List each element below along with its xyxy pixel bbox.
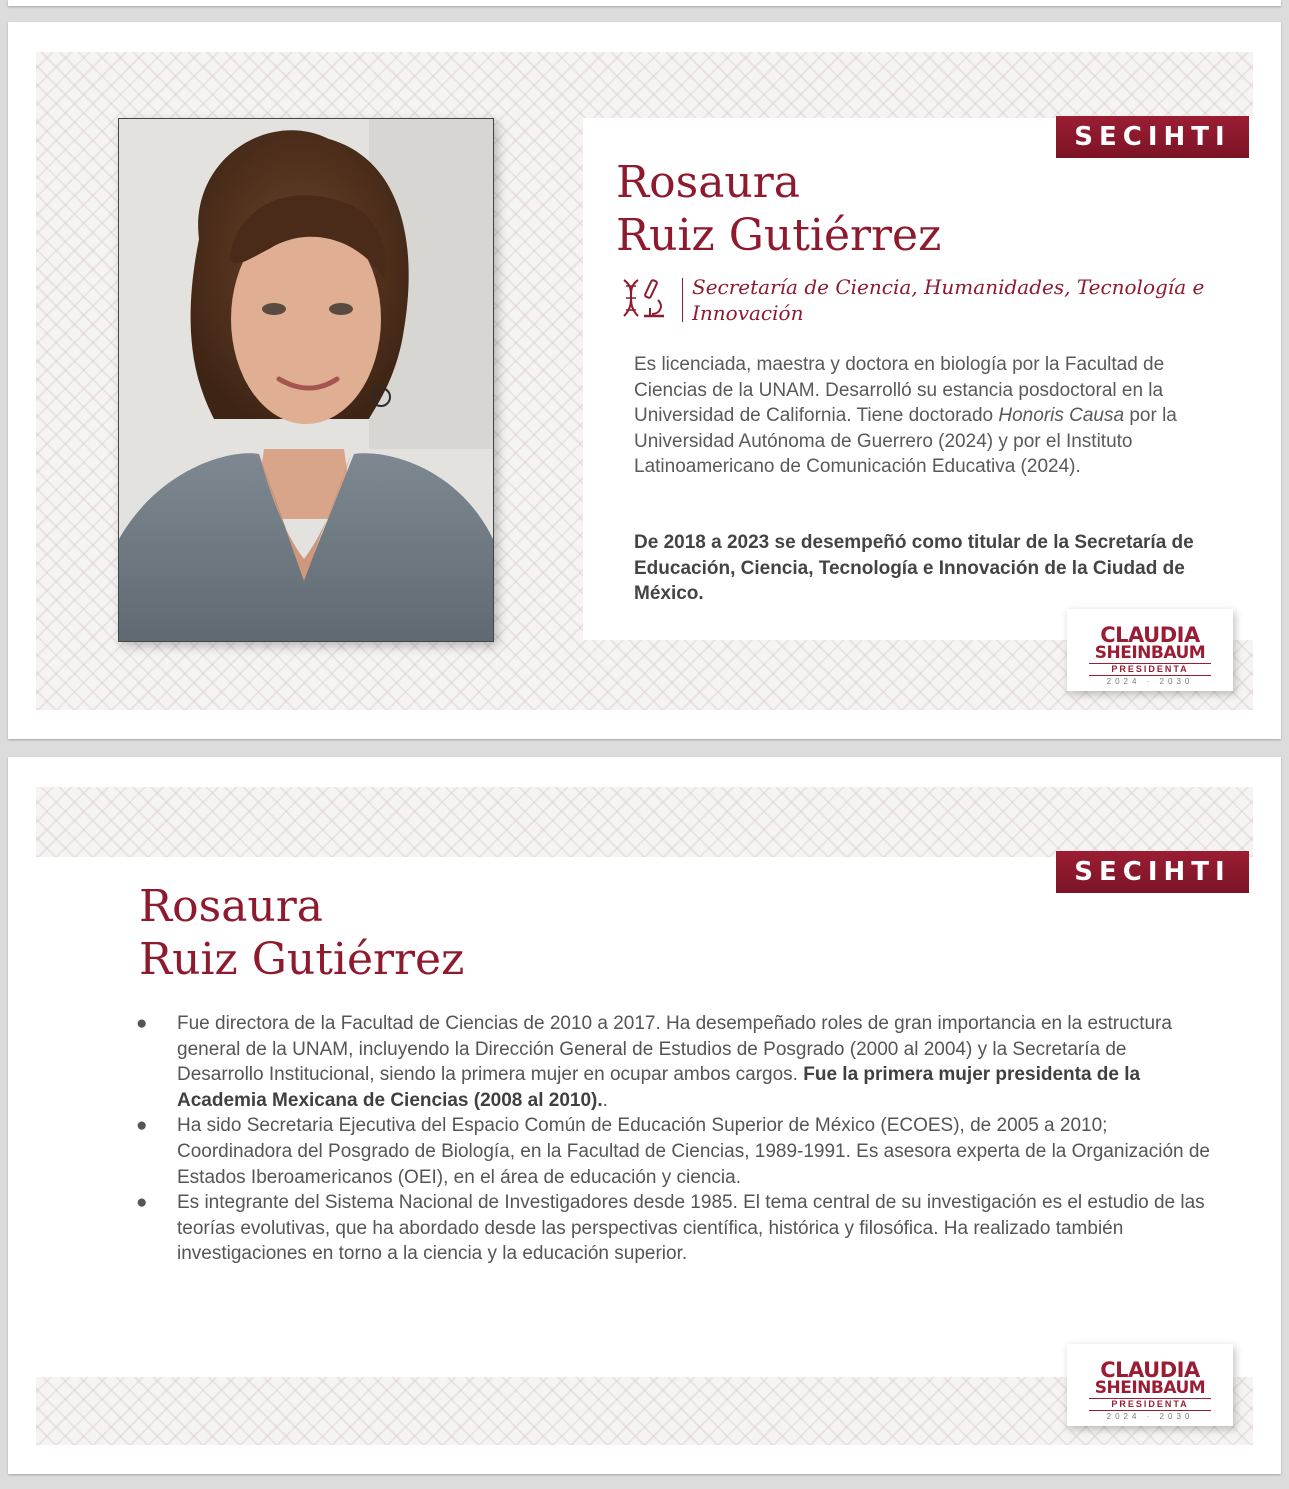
bio-text-2: por la Universidad Autónoma de Guerrero (2024) y por el Instituto Latinoamericano de Comunicación Educativa (2024).: [634, 405, 1177, 477]
dna-microscope-icon: [620, 276, 666, 322]
campaign-logo-line-1: CLAUDIA: [1100, 623, 1200, 647]
department-divider: [682, 278, 683, 322]
campaign-logo-line-4: 2024 · 2030: [1106, 677, 1194, 686]
portrait-illustration: [119, 119, 493, 641]
bullet-trailing: .: [602, 1089, 608, 1111]
bio-highlight: De 2018 a 2023 se desempeñó como titular de la Secretaría de Educación, Ciencia, Tecnología e Innovación de la Ciudad de México.: [634, 532, 1194, 604]
department-row: [620, 274, 1210, 324]
bullet-text: Fue directora de la Facultad de Ciencias de 2010 a 2017. Ha desempeñado roles de gran importancia en la estructura general de la UNAM, incluyendo la Dirección General de Estudios de Posgrado (2000 al 2004) y la Secretaría de Desarrollo Institucional, siendo la primera mujer en ocupar ambos cargos.: [177, 1013, 1172, 1086]
campaign-logo: [1067, 1344, 1233, 1426]
department-name: [692, 274, 1212, 326]
bullet-icon: ●: [136, 1192, 148, 1214]
bio-paragraph: [634, 352, 1214, 480]
secihti-logo: SECIHTI: [1056, 851, 1249, 893]
campaign-logo-line-4: 2024 · 2030: [1106, 1412, 1194, 1421]
department-line-1: Secretaría de Ciencia, Humanidades, Tecnología e: [692, 275, 1205, 299]
list-item: [126, 1190, 1216, 1267]
slide-profile-summary: [8, 22, 1281, 739]
bullet-icon: ●: [136, 1013, 148, 1034]
profile-name: [139, 880, 464, 986]
name-surnames: Ruiz Gutiérrez: [139, 934, 465, 985]
slide-career-details: [8, 757, 1281, 1474]
profile-name: [616, 156, 941, 262]
secihti-logo: SECIHTI: [1056, 116, 1249, 158]
bullet-text: Es integrante del Sistema Nacional de Investigadores desde 1985. El tema central de su investigación es el estudio de las teorías evolutivas, que ha abordado desde las perspectivas científica, histórica y filosófica. Ha realizado también investigaciones en torno a la ciencia y la educación superior.: [177, 1192, 1205, 1265]
previous-slide-edge: [8, 0, 1281, 6]
campaign-logo-line-2: SHEINBAUM: [1094, 1378, 1206, 1398]
department-line-2: Innovación: [692, 301, 804, 325]
campaign-logo-line-3: PRESIDENTA: [1089, 663, 1211, 676]
bullet-text: Ha sido Secretaria Ejecutiva del Espacio Común de Educación Superior de México (ECOES), de 2005 a 2010; Coordinadora del Posgrado de Biología, en la Facultad de Ciencias, 1989-1991. Es asesora experta de la Organización de Estados Iberoamericanos (OEI), en el área de educación y ciencia.: [177, 1115, 1210, 1188]
name-first: Rosaura: [616, 157, 801, 208]
campaign-logo-line-3: PRESIDENTA: [1089, 1398, 1211, 1411]
bullet-bold-text: Fue la primera mujer presidenta de la Academia Mexicana de Ciencias (2008 al 2010).: [177, 1064, 1141, 1111]
campaign-logo-line-1: CLAUDIA: [1100, 1358, 1200, 1382]
name-first: Rosaura: [139, 881, 324, 932]
campaign-logo-line-2: SHEINBAUM: [1094, 643, 1206, 663]
name-surnames: Ruiz Gutiérrez: [616, 210, 942, 261]
list-item: [126, 1011, 1216, 1113]
bio-text-1: Es licenciada, maestra y doctora en biología por la Facultad de Ciencias de la UNAM. Desarrolló su estancia posdoctoral en la Universidad de California. Tiene doctorado: [634, 354, 1165, 426]
career-bullet-list: [126, 1011, 1216, 1267]
decorative-pattern-top: [36, 787, 1253, 857]
campaign-logo: [1067, 609, 1233, 691]
bullet-icon: ●: [136, 1115, 148, 1137]
portrait-photo: [118, 118, 494, 642]
bio-italic: Honoris Causa: [998, 405, 1125, 426]
list-item: [126, 1113, 1216, 1190]
